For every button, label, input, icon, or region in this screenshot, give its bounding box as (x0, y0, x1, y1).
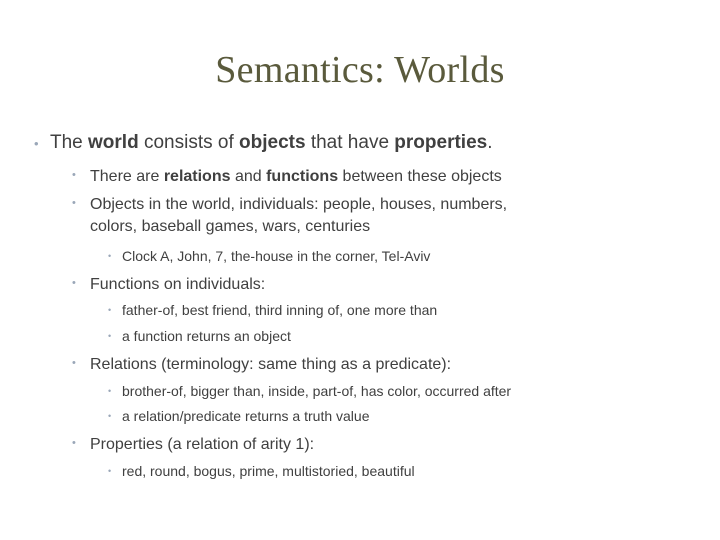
bullet-text: a relation/predicate returns a truth value (122, 408, 370, 424)
bullet-text: Clock A, John, 7, the-house in the corner, Tel-Aviv (122, 248, 431, 264)
bullet-marker: • (72, 169, 76, 181)
bullet-marker: • (108, 331, 112, 341)
bullet-text: Objects in the world, individuals: people, houses, numbers, (90, 196, 508, 213)
bullet-marker: • (108, 466, 112, 476)
bullet-text: brother-of, bigger than, inside, part-of, has color, occurred after (122, 383, 512, 399)
bullet-marker: • (34, 136, 39, 151)
bullet-text: Functions on individuals: (90, 276, 266, 293)
bullet-text: father-of, best friend, third inning of, one more than (122, 302, 438, 318)
bullet-marker: • (72, 277, 76, 289)
bullet-text: a function returns an object (122, 328, 291, 344)
bullet-marker: • (108, 305, 112, 315)
bullet-text: Properties (a relation of arity 1): (90, 436, 315, 453)
bullet-marker: • (72, 197, 76, 209)
bullet-text: The world consists of objects that have properties. (50, 132, 493, 153)
bullet-text: There are relations and functions between these objects (90, 168, 502, 185)
bullet-marker: • (108, 386, 112, 396)
bullet-marker: • (72, 437, 76, 449)
slide-title: Semantics: Worlds (215, 49, 505, 91)
bullet-text-continued: colors, baseball games, wars, centuries (90, 218, 371, 235)
bullet-marker: • (108, 251, 112, 261)
bullet-marker: • (108, 411, 112, 421)
bullet-marker: • (72, 357, 76, 369)
bullet-text: red, round, bogus, prime, multistoried, beautiful (122, 463, 415, 479)
bullet-text: Relations (terminology: same thing as a predicate): (90, 356, 452, 373)
